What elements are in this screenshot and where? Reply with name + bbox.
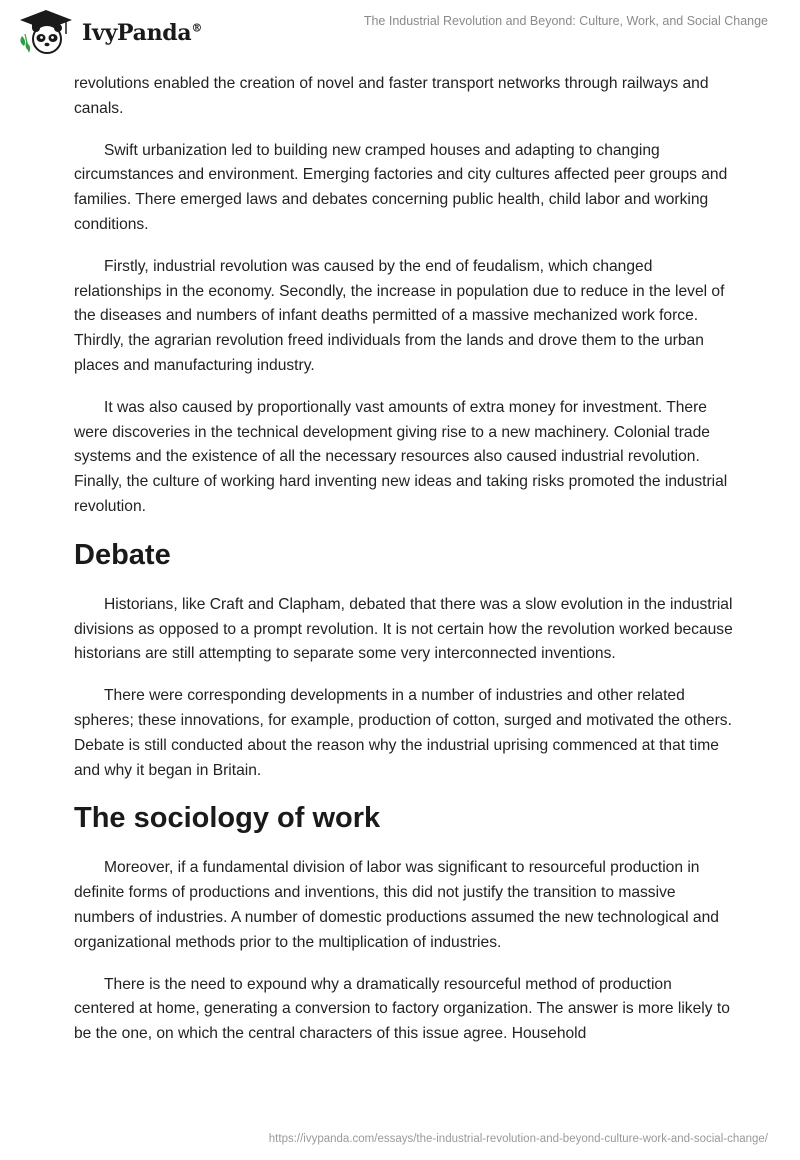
heading-debate: Debate [74, 538, 171, 571]
source-url[interactable]: https://ivypanda.com/essays/the-industrial-revolution-and-beyond-culture-work-and-social-change/ [268, 1133, 768, 1145]
paragraph-urbanization: Swift urbanization led to building new cramped houses and adapting to changing circumstances and environment. Emerging factories and city cultures affected peer groups and families. There emerged laws and debates concerning public health, child labor and working conditions. [74, 141, 728, 233]
panda-graduate-icon [16, 6, 76, 56]
document-title: The Industrial Revolution and Beyond: Culture, Work, and Social Change [363, 14, 768, 28]
logo-wordmark [82, 20, 202, 46]
paragraph-developments: There were corresponding developments in a number of industries and other related spheres; these innovations, for example, production of cotton, surged and motivated the others. Debate is still conducted about the reason why the industrial uprising commenced at that time and why it began in Britain. [74, 687, 732, 779]
paragraph-division-of-labor: Moreover, if a fundamental division of labor was significant to resourceful production in definite forms of productions and inventions, this did not justify the transition to massive numbers of industries. A number of domestic productions assumed the new technological and organizational methods prior to the multiplication of industries. [74, 859, 719, 951]
essay-body [74, 72, 734, 1064]
page-header [0, 0, 800, 64]
paragraph-causes: Firstly, industrial revolution was caused by the end of feudalism, which changed relationships in the economy. Secondly, the increase in population due to reduce in the level of the diseases and numbers of infant deaths permitted of a massive mechanized work force. Thirdly, the agrarian revolution freed individuals from the lands and drove them to the urban places and manufacturing industry. [74, 257, 725, 374]
heading-sociology-of-work: The sociology of work [74, 802, 381, 835]
paragraph-investment: It was also caused by proportionally vast amounts of extra money for investment. There were discoveries in the technical development giving rise to a new machinery. Colonial trade systems and the existence of all the necessary resources also caused industrial revolution. Finally, the culture of working hard inventing new ideas and taking risks promoted the industrial revolution. [74, 398, 728, 515]
paragraph-historians: Historians, like Craft and Clapham, debated that there was a slow evolution in the industrial divisions as opposed to a prompt revolution. It is not certain how the revolution worked because historians are still attempting to separate some very interconnected inventions. [74, 595, 733, 663]
logo-text: IvyPanda [82, 20, 192, 46]
paragraph-home-production: There is the need to expound why a dramatically resourceful method of production centered at home, generating a conversion to factory organization. The answer is more likely to be the one, on which the central characters of this issue agree. Household [74, 975, 730, 1043]
ivypanda-logo[interactable] [16, 6, 216, 56]
registered-mark: ® [191, 21, 203, 35]
paragraph-transport: revolutions enabled the creation of novel and faster transport networks through railways and canals. [74, 75, 709, 117]
